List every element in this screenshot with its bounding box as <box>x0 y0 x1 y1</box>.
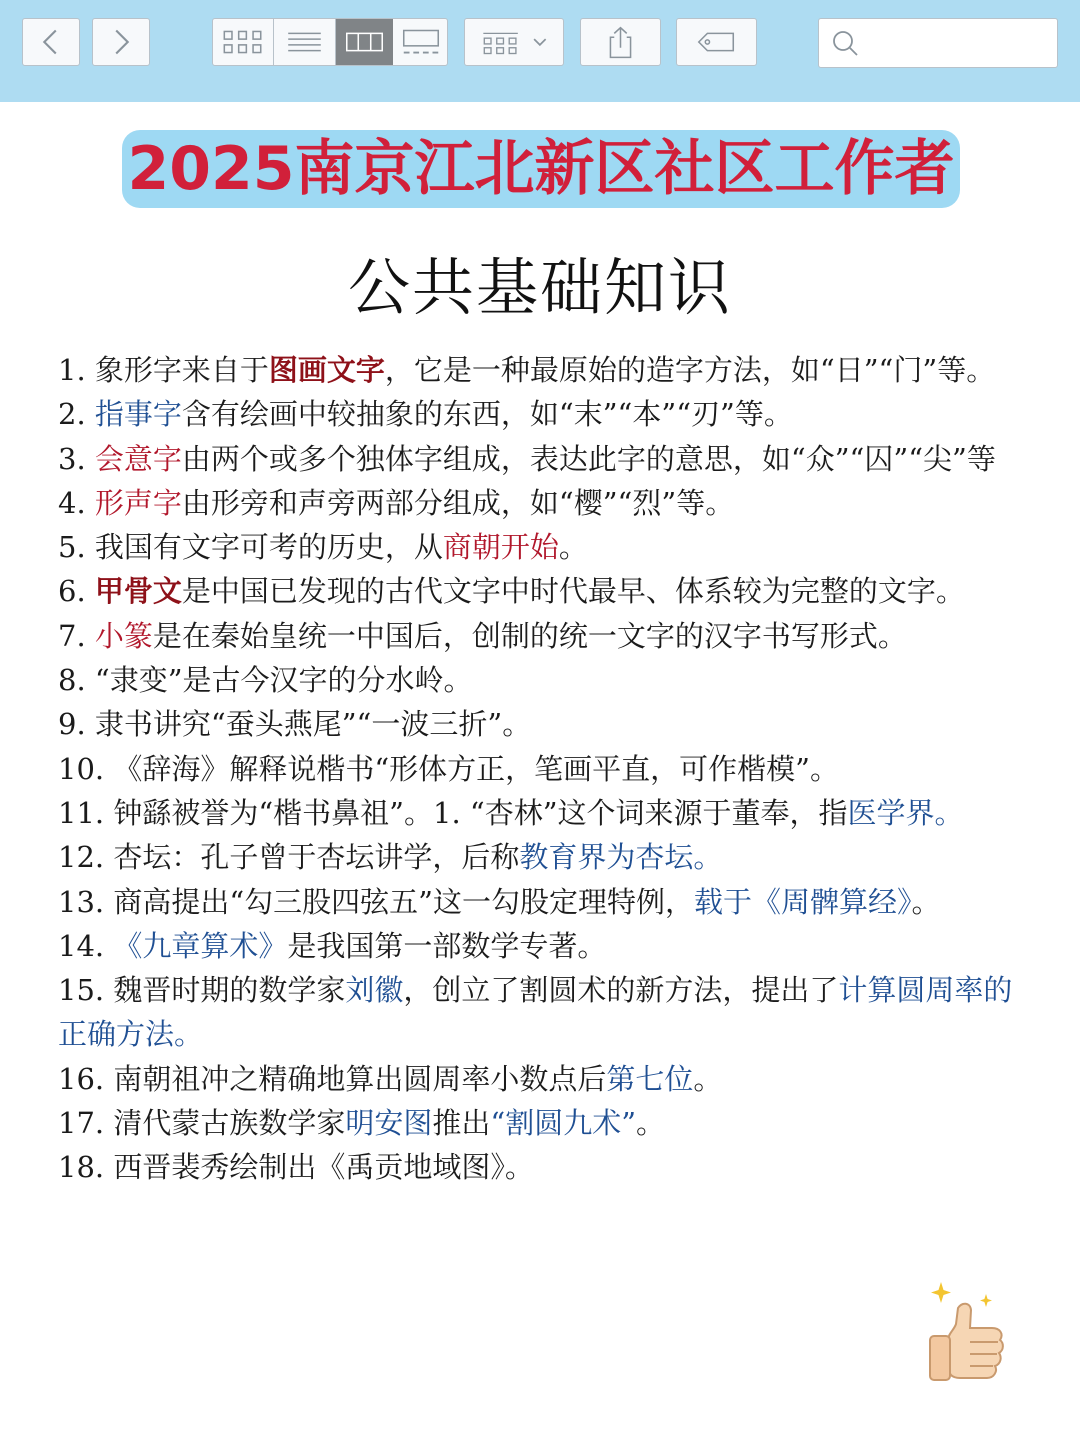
list-item <box>58 791 1028 835</box>
list-item <box>58 614 1028 658</box>
highlight-text: 小篆 <box>94 618 153 653</box>
grid-view-button[interactable] <box>213 19 274 65</box>
item-text: 10. 《辞海》解释说楷书“形体方正，笔画平直，可作楷模”。 <box>58 751 839 786</box>
list-item <box>58 1145 1028 1189</box>
item-text: 13. 商高提出“勾三股四弦五”这一勾股定理特例， <box>58 884 694 919</box>
item-text: ，创立了割圆术的新方法，提出了 <box>403 973 839 1008</box>
list-view-button[interactable] <box>274 19 336 65</box>
highlight-text: 会意字 <box>94 441 182 476</box>
list-item <box>58 658 1028 702</box>
list-item <box>58 481 1028 525</box>
item-text: 。 <box>911 884 941 919</box>
tag-icon <box>677 19 756 65</box>
title-banner <box>122 130 960 208</box>
chevron-down-icon <box>534 39 546 45</box>
item-text: 15. 魏晋时期的数学家 <box>58 973 346 1008</box>
highlight-text: 《九章算术》 <box>113 928 288 963</box>
gallery-view-button[interactable] <box>393 19 448 65</box>
item-text: ，它是一种最原始的造字方法，如“日”“门”等。 <box>384 353 996 387</box>
highlight-text: 教育界为杏坛。 <box>519 840 723 875</box>
search-icon <box>825 19 865 69</box>
highlight-text: 载于《周髀算经》 <box>694 884 912 919</box>
chevron-right-icon <box>93 19 149 65</box>
item-text: 9. 隶书讲究“蚕头燕尾”“一波三折”。 <box>58 707 532 742</box>
share-icon <box>581 19 660 65</box>
item-text: 4. <box>58 485 95 520</box>
highlight-text: 商朝开始 <box>442 530 559 565</box>
item-text: 3. <box>58 441 95 476</box>
highlight-text: 形声字 <box>94 485 182 520</box>
list-item <box>58 1101 1028 1145</box>
highlight-text: “割圆九术” <box>490 1106 637 1141</box>
search-input[interactable] <box>865 27 1049 61</box>
list-item <box>58 924 1028 968</box>
grid-view-icon <box>213 19 273 65</box>
page-subtitle: 公共基础知识 <box>347 251 732 324</box>
highlight-text: 图画文字 <box>268 353 385 387</box>
item-text: 。 <box>558 530 588 565</box>
back-button[interactable] <box>22 18 80 66</box>
list-item <box>58 835 1028 879</box>
highlight-text: 指事字 <box>94 397 182 432</box>
item-text: 是在秦始皇统一中国后，创制的统一文字的汉字书写形式。 <box>152 618 907 653</box>
item-text: 。 <box>693 1061 723 1096</box>
item-text: 18. 西晋裴秀绘制出《禹贡地域图》。 <box>58 1150 534 1185</box>
list-item <box>58 1057 1028 1101</box>
item-text: 推出 <box>432 1106 491 1141</box>
item-text: 含有绘画中较抽象的东西，如“末”“本”“刃”等。 <box>181 397 793 432</box>
chevron-left-icon <box>23 19 79 65</box>
item-text: 1. 象形字来自于 <box>58 353 269 387</box>
list-view-icon <box>274 19 335 65</box>
item-text: 。 <box>636 1106 666 1141</box>
page-title: 2025南京江北新区社区工作者 <box>127 134 955 204</box>
tag-button[interactable] <box>676 18 757 66</box>
highlight-text: 医学界。 <box>847 795 964 830</box>
share-button[interactable] <box>580 18 661 66</box>
highlight-text: 刘徽 <box>345 973 404 1008</box>
item-text: 由两个或多个独体字组成，表达此字的意思，如“众”“囚”“尖”等 <box>181 441 996 476</box>
list-item <box>58 747 1028 791</box>
column-view-icon <box>336 19 393 65</box>
gallery-view-icon <box>393 19 448 65</box>
item-text: 16. 南朝祖冲之精确地算出圆周率小数点后 <box>58 1061 607 1096</box>
item-text: 8. “隶变”是古今汉字的分水岭。 <box>58 663 473 698</box>
group-button[interactable] <box>464 18 564 66</box>
list-item <box>58 968 1028 1057</box>
item-text: 是中国已发现的古代文字中时代最早、体系较为完整的文字。 <box>181 574 965 609</box>
highlight-text: 第七位 <box>606 1061 694 1096</box>
item-text: 由形旁和声旁两部分组成，如“樱”“烈”等。 <box>181 485 735 520</box>
list-item <box>58 525 1028 569</box>
item-text: 17. 清代蒙古族数学家 <box>58 1106 346 1141</box>
forward-button[interactable] <box>92 18 150 66</box>
list-item <box>58 437 1028 481</box>
toolbar <box>0 0 1080 102</box>
item-text: 是我国第一部数学专著。 <box>287 928 607 963</box>
highlight-text: 明安图 <box>345 1106 433 1141</box>
item-text: 6. <box>58 574 95 609</box>
view-switcher <box>212 18 448 66</box>
item-text: 7. <box>58 618 95 653</box>
item-text: 5. 我国有文字可考的历史，从 <box>58 530 443 565</box>
item-text: 2. <box>58 397 95 432</box>
list-item <box>58 702 1028 746</box>
thumbs-up-sparkle-icon <box>924 1280 1010 1386</box>
search-field[interactable] <box>818 18 1058 68</box>
column-view-button[interactable] <box>336 19 393 65</box>
knowledge-list <box>58 348 1028 1190</box>
item-text: 14. <box>58 928 114 963</box>
list-item <box>58 880 1028 924</box>
item-text: 12. 杏坛：孔子曾于杏坛讲学，后称 <box>58 840 520 875</box>
list-item <box>58 348 1028 392</box>
list-item <box>58 392 1028 436</box>
item-text: 11. 钟繇被誉为“楷书鼻祖”。1. “杏林”这个词来源于董奉，指 <box>58 795 848 830</box>
list-item <box>58 569 1028 613</box>
group-icon <box>465 19 563 65</box>
highlight-text: 甲骨文 <box>94 574 182 609</box>
highlight-text: 计算圆周率的正确方法。 <box>58 973 1013 1052</box>
